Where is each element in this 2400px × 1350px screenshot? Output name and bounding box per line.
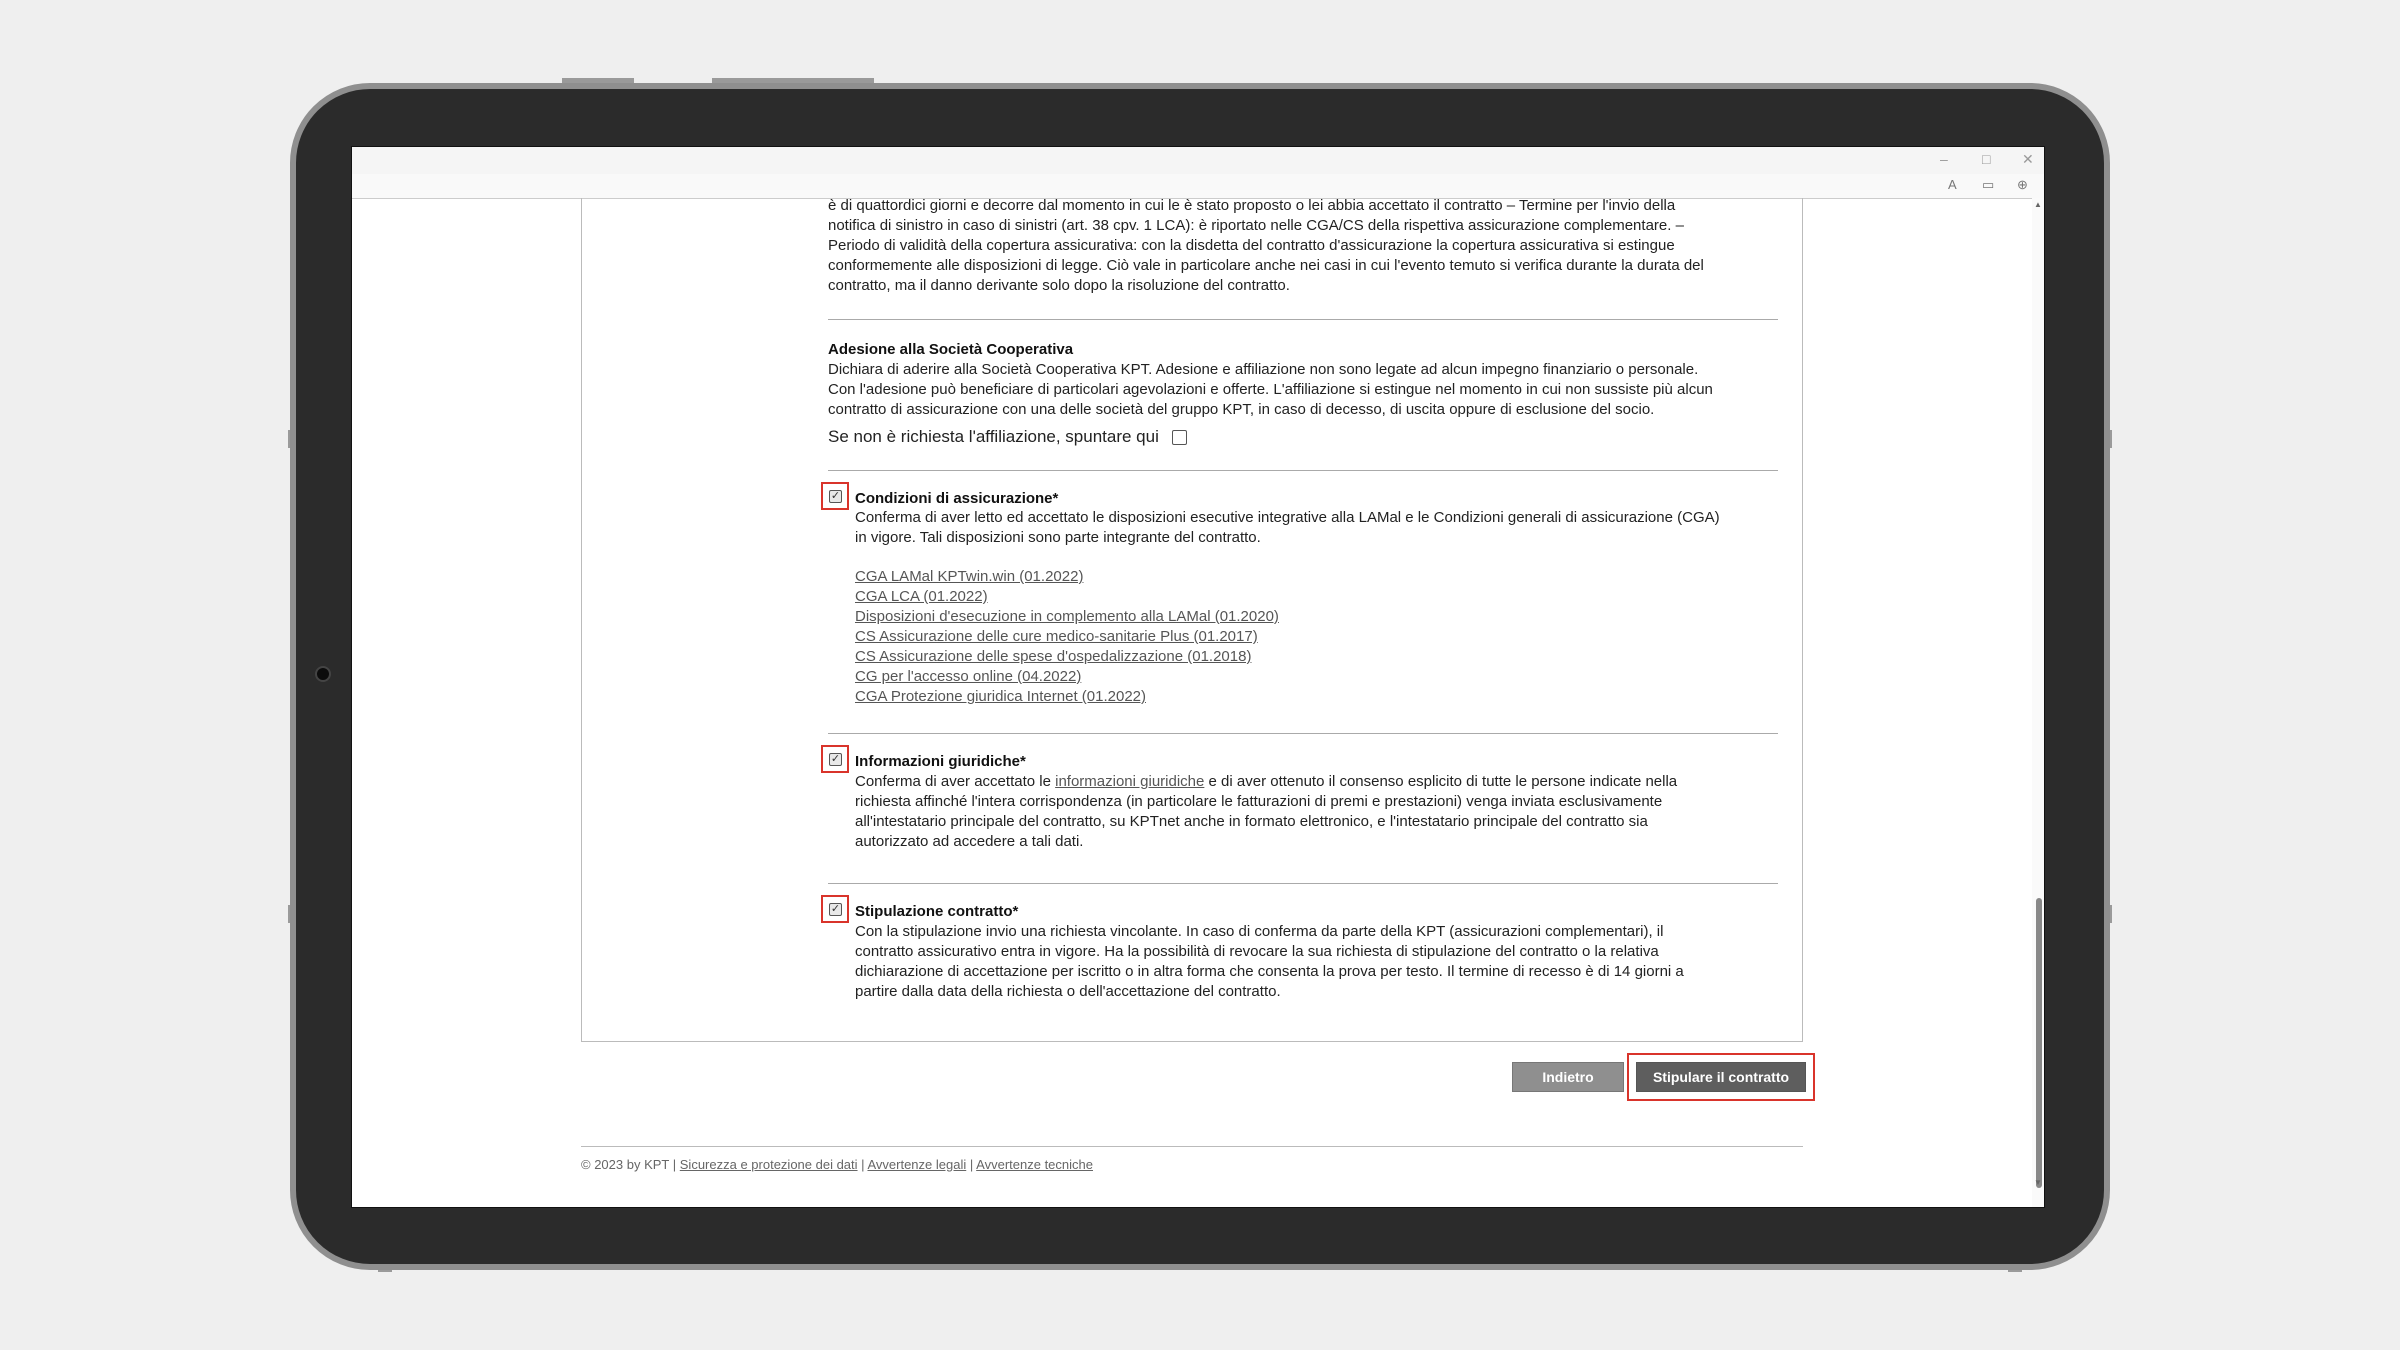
optout-checkbox[interactable] — [1172, 430, 1187, 445]
intro-text-line: conformemente alle disposizioni di legge. Ciò vale in particolare anche nei casi in cui l'evento temuto si verifica durante la durata del — [828, 257, 1704, 274]
document-link[interactable]: CS Assicurazione delle cure medico-sanitarie Plus (01.2017) — [855, 628, 1258, 645]
reader-view-icon[interactable]: ▭ — [1982, 177, 1995, 192]
camera-icon — [315, 666, 331, 682]
legal-text-fragment: Conferma di aver accettato le — [855, 773, 1056, 790]
footer-link-privacy[interactable]: Sicurezza e protezione dei dati — [679, 1157, 858, 1172]
divider — [828, 319, 1778, 320]
document-link[interactable]: CGA LCA (01.2022) — [855, 588, 988, 605]
footer — [581, 1157, 1093, 1172]
document-link[interactable]: CS Assicurazione delle spese d'ospedalizzazione (01.2018) — [855, 648, 1252, 665]
legal-checkbox-highlight — [821, 745, 849, 773]
back-button[interactable]: Indietro — [1512, 1062, 1624, 1092]
maximize-icon[interactable]: □ — [1982, 151, 1991, 167]
contract-title: Stipulazione contratto* — [855, 903, 1019, 920]
footer-separator: | — [861, 1157, 865, 1172]
scroll-up-icon[interactable]: ▲ — [2034, 200, 2042, 209]
legal-text-line — [855, 772, 1677, 792]
divider — [828, 883, 1778, 884]
conditions-text-line: in vigore. Tali disposizioni sono parte integrante del contratto. — [855, 529, 1261, 546]
intro-text-line: contratto, ma il danno derivante solo dopo la risoluzione del contratto. — [828, 277, 1290, 294]
cooperative-text-line: Dichiara di aderire alla Società Cooperativa KPT. Adesione e affiliazione non sono legate ad alcun impegno finanziario o personale. — [828, 361, 1699, 378]
contract-checkbox-highlight — [821, 895, 849, 923]
conditions-text-line: Conferma di aver letto ed accettato le disposizioni esecutive integrative alla LAMal e le Condizioni generali di assicurazione (CGA) — [855, 509, 1720, 526]
contract-text-line: Con la stipulazione invio una richiesta vincolante. In caso di conferma da parte della KPT (assicurazioni complementari), il — [855, 923, 1664, 940]
read-aloud-icon[interactable]: A — [1948, 177, 1957, 192]
divider — [828, 470, 1778, 471]
legal-text-fragment: e di aver ottenuto il consenso esplicito di tutte le persone indicate nella — [1204, 773, 1678, 790]
document-link[interactable]: CG per l'accesso online (04.2022) — [855, 668, 1082, 685]
document-link[interactable]: CGA LAMal KPTwin.win (01.2022) — [855, 568, 1084, 585]
document-link[interactable]: Disposizioni d'esecuzione in complemento alla LAMal (01.2020) — [855, 608, 1279, 625]
browser-toolbar — [352, 174, 2044, 199]
contract-text-line: partire dalla data della richiesta o dell'accettazione del contratto. — [855, 983, 1281, 1000]
page-content — [352, 198, 2034, 1208]
footer-link-technical[interactable]: Avvertenze tecniche — [976, 1157, 1093, 1172]
conditions-checkbox[interactable]: ✓ — [830, 490, 841, 502]
sign-contract-button[interactable]: Stipulare il contratto — [1636, 1062, 1806, 1092]
legal-text-line: all'intestatario principale del contratto, su KPTnet anche in formato elettronico, e l'intestatario principale del contratto sia — [855, 813, 1648, 830]
zoom-icon[interactable]: ⊕ — [2017, 177, 2028, 192]
scroll-down-icon[interactable]: ▼ — [2034, 1178, 2042, 1187]
legal-info-link[interactable]: informazioni giuridiche — [1055, 773, 1205, 790]
close-icon[interactable]: ✕ — [2022, 151, 2034, 167]
intro-text-line: Periodo di validità della copertura assicurativa: con la disdetta del contratto d'assicurazione la copertura assicurativa si estingue — [828, 237, 1675, 254]
contract-checkbox[interactable]: ✓ — [830, 903, 841, 915]
legal-title: Informazioni giuridiche* — [855, 753, 1026, 770]
document-link[interactable]: CGA Protezione giuridica Internet (01.2022) — [855, 688, 1146, 705]
intro-text-line: notifica di sinistro in caso di sinistri (art. 38 cpv. 1 LCA): è riportato nelle CGA/CS della rispettiva assicurazione complementare. – — [828, 217, 1684, 234]
footer-link-legal[interactable]: Avvertenze legali — [867, 1157, 967, 1172]
optout-label: Se non è richiesta l'affiliazione, spuntare qui — [828, 427, 1159, 446]
footer-separator: | — [969, 1157, 974, 1172]
footer-separator: | — [672, 1157, 677, 1172]
divider — [828, 733, 1778, 734]
legal-checkbox[interactable]: ✓ — [830, 753, 841, 765]
scroll-thumb[interactable] — [2036, 898, 2042, 1188]
cooperative-text-line: contratto di assicurazione con una delle società del gruppo KPT, in caso di decesso, di uscita oppure di esclusione del socio. — [828, 401, 1655, 418]
conditions-checkbox-highlight — [821, 482, 849, 510]
minimize-icon[interactable]: – — [1940, 151, 1948, 167]
legal-text-line: autorizzato ad accedere a tali dati. — [855, 833, 1084, 850]
cooperative-text-line: Con l'adesione può beneficiare di particolari agevolazioni e offerte. L'affiliazione si estingue nel momento in cui non sussiste più alcun — [828, 381, 1713, 398]
legal-text-line: richiesta affinché l'intera corrispondenza (in particolare le fatturazioni di premi e prestazioni) venga inviata esclusivamente — [855, 793, 1663, 810]
contract-text-line: contratto assicurativo entra in vigore. Ha la possibilità di revocare la sua richiesta di stipulazione del contratto o la relativa — [855, 943, 1659, 960]
footer-divider — [581, 1146, 1803, 1147]
vertical-scrollbar[interactable] — [2032, 198, 2044, 1208]
intro-text-line: è di quattordici giorni e decorre dal momento in cui le è stato proposto o lei abbia accettato il contratto – Termine per l'invio della — [828, 198, 1676, 214]
cooperative-title: Adesione alla Società Cooperativa — [828, 341, 1074, 358]
conditions-title: Condizioni di assicurazione* — [855, 490, 1059, 507]
contract-text-line: dichiarazione di accettazione per iscritto o in altra forma che consenta la prova per testo. Il termine di recesso è di 14 giorni a — [855, 963, 1684, 980]
title-bar — [352, 147, 2044, 174]
copyright: © 2023 by KPT — [581, 1157, 670, 1172]
browser-window — [351, 146, 2045, 1208]
